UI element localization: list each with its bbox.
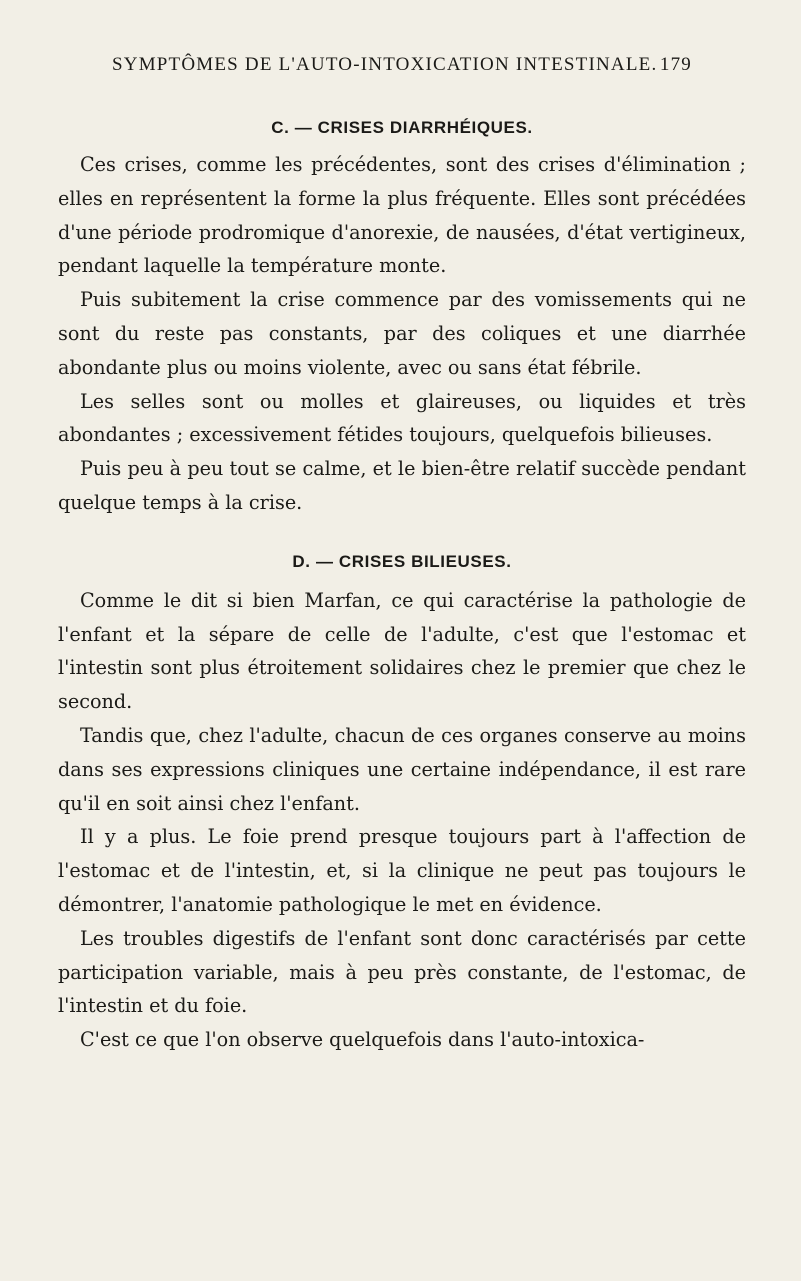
section-heading-crises-diarrheiques: C. — CRISES DIARRHÉIQUES. — [271, 118, 533, 137]
running-title: SYMPTÔMES DE L'AUTO-INTOXICATION INTESTINALE. — [112, 54, 658, 75]
running-header — [112, 54, 692, 76]
paragraph: C'est ce que l'on observe quelquefois dans l'auto-intoxica- — [80, 1028, 645, 1052]
paragraph: Il y a plus. Le foie prend presque toujours part à l'affection de l'estomac et de l'intestin, et, si la clinique ne peut pas toujours le démontrer, l'anatomie pathologique le met en évidence. — [58, 825, 746, 916]
paragraph: Les selles sont ou molles et glaireuses, ou liquides et très abondantes ; excessivement fétides toujours, quelquefois bilieuses. — [58, 389, 746, 447]
paragraph: Tandis que, chez l'adulte, chacun de ces organes conserve au moins dans ses expressions cliniques une certaine indépendance, il est rare qu'il en soit ainsi chez l'enfant. — [58, 723, 746, 815]
paragraph: Puis subitement la crise commence par des vomissements qui ne sont du reste pas constants, par des coliques et une diarrhée abondante plus ou moins violente, avec ou sans état fébrile. — [58, 288, 746, 379]
paragraph: Les troubles digestifs de l'enfant sont donc caractérisés par cette participation variable, mais à peu près constante, de l'estomac, de l'intestin et du foie. — [58, 926, 746, 1018]
page-number: 179 — [659, 54, 692, 75]
section-heading-crises-bilieuses: D. — CRISES BILIEUSES. — [292, 551, 512, 571]
paragraph: Puis peu à peu tout se calme, et le bien-être relatif succède pendant quelque temps à la crise. — [58, 457, 746, 514]
body-text — [58, 118, 746, 1057]
paragraph: Ces crises, comme les précédentes, sont des crises d'élimination ; elles en représentent la forme la plus fréquente. Elles sont précédées d'une période prodromique d'anorexie, de nausées, d'état vertigineux, pendant laquelle la température monte. — [58, 153, 746, 278]
paragraph: Comme le dit si bien Marfan, ce qui caractérise la pathologie de l'enfant et la sépare de celle de l'adulte, c'est que l'estomac et l'intestin sont plus étroitement solidaires chez le premier que chez le second. — [58, 588, 746, 714]
